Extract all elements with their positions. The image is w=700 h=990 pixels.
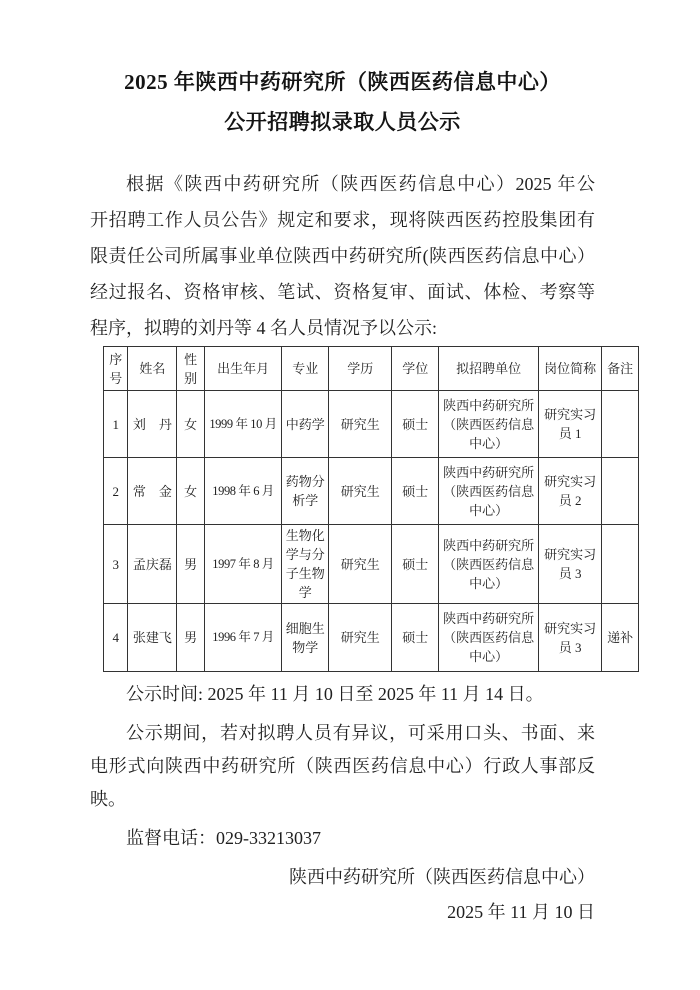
header-cell-birth: 出生年月 [204,347,281,391]
header-cell-gender: 性别 [177,347,205,391]
table-cell: 细胞生物学 [282,604,329,672]
intro-line: 限责任公司所属事业单位陕西中药研究所(陕西医药信息中心） [90,246,595,266]
table-cell: 4 [104,604,128,672]
table-cell: 硕士 [392,525,439,604]
header-cell-major: 专业 [282,347,329,391]
table-cell: 刘 丹 [128,391,177,458]
table-row [104,525,639,604]
header-cell-name: 姓名 [128,347,177,391]
table-cell: 1998 年 6 月 [204,458,281,525]
table-cell: 3 [104,525,128,604]
table-cell: 男 [177,525,205,604]
table-cell: 1996 年 7 月 [204,604,281,672]
table-cell: 生物化学与分子生物学 [282,525,329,604]
table-cell: 女 [177,391,205,458]
header-cell-education: 学历 [329,347,392,391]
supervision-phone-line: 监督电话：029-33213037 [126,828,321,848]
table-cell: 孟庆磊 [128,525,177,604]
table-cell: 常 金 [128,458,177,525]
header-cell-position: 岗位简称 [539,347,602,391]
header-cell-degree: 学位 [392,347,439,391]
table-cell: 1999 年 10 月 [204,391,281,458]
table-cell: 硕士 [392,604,439,672]
table-cell: 中药学 [282,391,329,458]
table-cell: 女 [177,458,205,525]
table-cell: 研究生 [329,458,392,525]
table-cell: 药物分析学 [282,458,329,525]
intro-line: 经过报名、资格审核、笔试、资格复审、面试、体检、考察等 [90,282,595,302]
table-cell: 张建飞 [128,604,177,672]
intro-line: 程序，拟聘的刘丹等 4 名人员情况予以公示: [90,318,437,338]
table-cell [602,525,639,604]
table-row [104,391,639,458]
objection-line: 电形式向陕西中药研究所（陕西医药信息中心）行政人事部反 [90,756,595,776]
objection-line: 映。 [90,789,126,809]
header-cell-remark: 备注 [602,347,639,391]
table-cell: 递补 [602,604,639,672]
table-cell: 研究生 [329,604,392,672]
table-cell: 硕士 [392,458,439,525]
table-cell: 研究实习员 1 [539,391,602,458]
recruits-table [103,346,639,672]
table-header-row [104,347,639,391]
table-cell: 研究实习员 2 [539,458,602,525]
table-row [104,604,639,672]
table-cell: 研究生 [329,391,392,458]
table-cell: 男 [177,604,205,672]
intro-paragraph [90,166,595,346]
table-cell [602,458,639,525]
table-cell: 研究实习员 3 [539,604,602,672]
objection-paragraph [90,717,595,816]
table-cell: 研究实习员 3 [539,525,602,604]
header-cell-employer: 拟招聘单位 [439,347,539,391]
header-cell-serial: 序号 [104,347,128,391]
signature-date: 2025 年 11 月 10 日 [447,902,595,922]
table-cell: 陕西中药研究所（陕西医药信息中心） [439,458,539,525]
page-title-line-2: 公开招聘拟录取人员公示 [224,110,461,134]
table-row [104,458,639,525]
table-cell: 1 [104,391,128,458]
table-cell: 陕西中药研究所（陕西医药信息中心） [439,525,539,604]
table-cell: 陕西中药研究所（陕西医药信息中心） [439,391,539,458]
table-cell: 陕西中药研究所（陕西医药信息中心） [439,604,539,672]
table-cell: 1997 年 8 月 [204,525,281,604]
table-cell: 研究生 [329,525,392,604]
signature-organization: 陕西中药研究所（陕西医药信息中心） [289,867,595,887]
intro-line: 根据《陕西中药研究所（陕西医药信息中心）2025 年公 [126,174,595,194]
objection-line: 公示期间，若对拟聘人员有异议，可采用口头、书面、来 [126,723,595,743]
table-cell: 硕士 [392,391,439,458]
publicity-period-line: 公示时间: 2025 年 11 月 10 日至 2025 年 11 月 14 日。 [126,684,544,704]
table-cell [602,391,639,458]
page-title-line-1: 2025 年陕西中药研究所（陕西医药信息中心） [124,70,561,94]
table-cell: 2 [104,458,128,525]
intro-line: 开招聘工作人员公告》规定和要求，现将陕西医药控股集团有 [90,210,595,230]
